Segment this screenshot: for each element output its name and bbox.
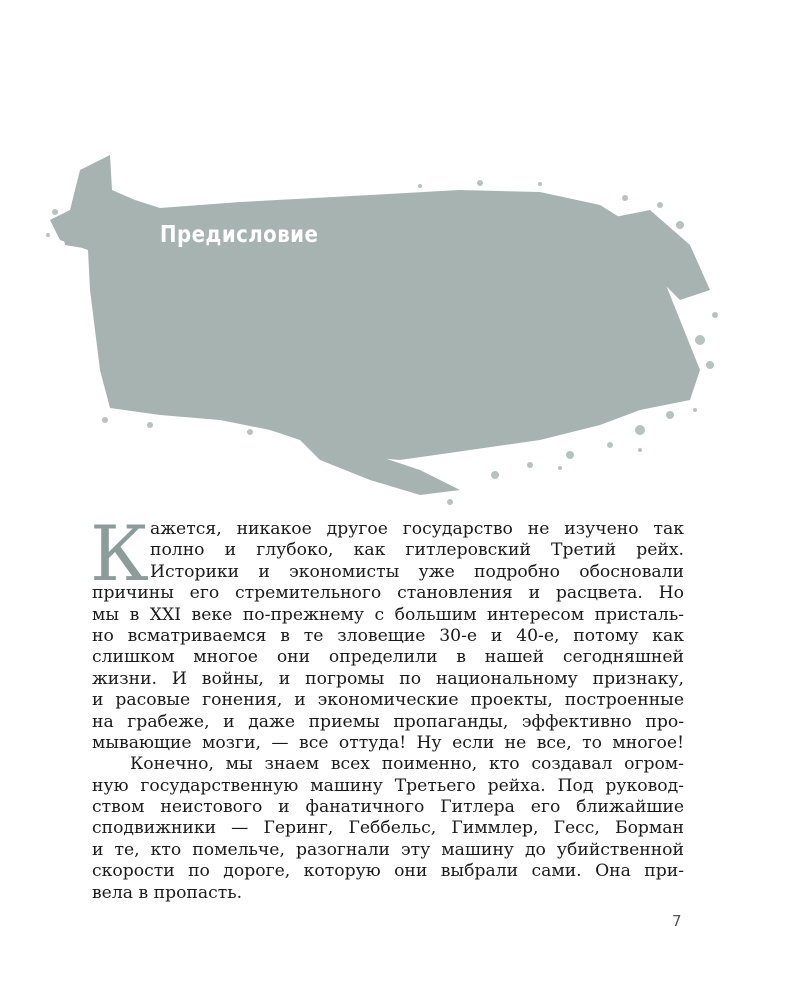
text-line: полно и глубоко, как гитлеровский Третий рейх. [150,540,684,561]
text-line: слишком многое они определили в нашей сегодняшней [92,647,684,668]
text-line: причины его стремительного становления и расцвета. Но [92,583,684,604]
text-line: ную государственную машину Третьего рейха. Под руковод- [92,775,684,796]
text-line: сподвижники — Геринг, Геббельс, Гиммлер, Гесс, Борман [92,818,684,839]
chapter-title: Предисловие [160,222,319,248]
text-line: ством неистового и фанатичного Гитлера его ближайшие [92,797,684,818]
text-line: мы в XXI веке по-прежнему с большим интересом присталь- [92,604,684,625]
drop-cap: К [90,509,149,598]
text-line: скорости по дороге, которую они выбрали сами. Она при- [92,861,684,882]
text-line: Конечно, мы знаем всех поименно, кто создавал огром- [130,754,684,775]
text-line: и расовые гонения, и экономические проекты, построенные [92,690,684,711]
text-line: мывающие мозги, — все оттуда! Ну если не все, то многое! [92,732,684,753]
text-line: и те, кто помельче, разогнали эту машину до убийственной [92,839,684,860]
body-text [90,509,684,904]
page-number: 7 [672,912,682,930]
text-line: вела в пропасть. [92,882,243,903]
brush-stroke-decoration [40,150,720,510]
text-line: жизни. И войны, и погромы по национальному признаку, [92,668,684,689]
text-line: Историки и экономисты уже подробно обосновали [150,561,684,582]
text-line: но всматриваемся в те зловещие 30-е и 40-е, потому как [92,625,684,646]
text-line: ажется, никакое другое государство не изучено так [150,519,684,539]
text-line: на грабеже, и даже приемы пропаганды, эффективно про- [92,711,684,732]
